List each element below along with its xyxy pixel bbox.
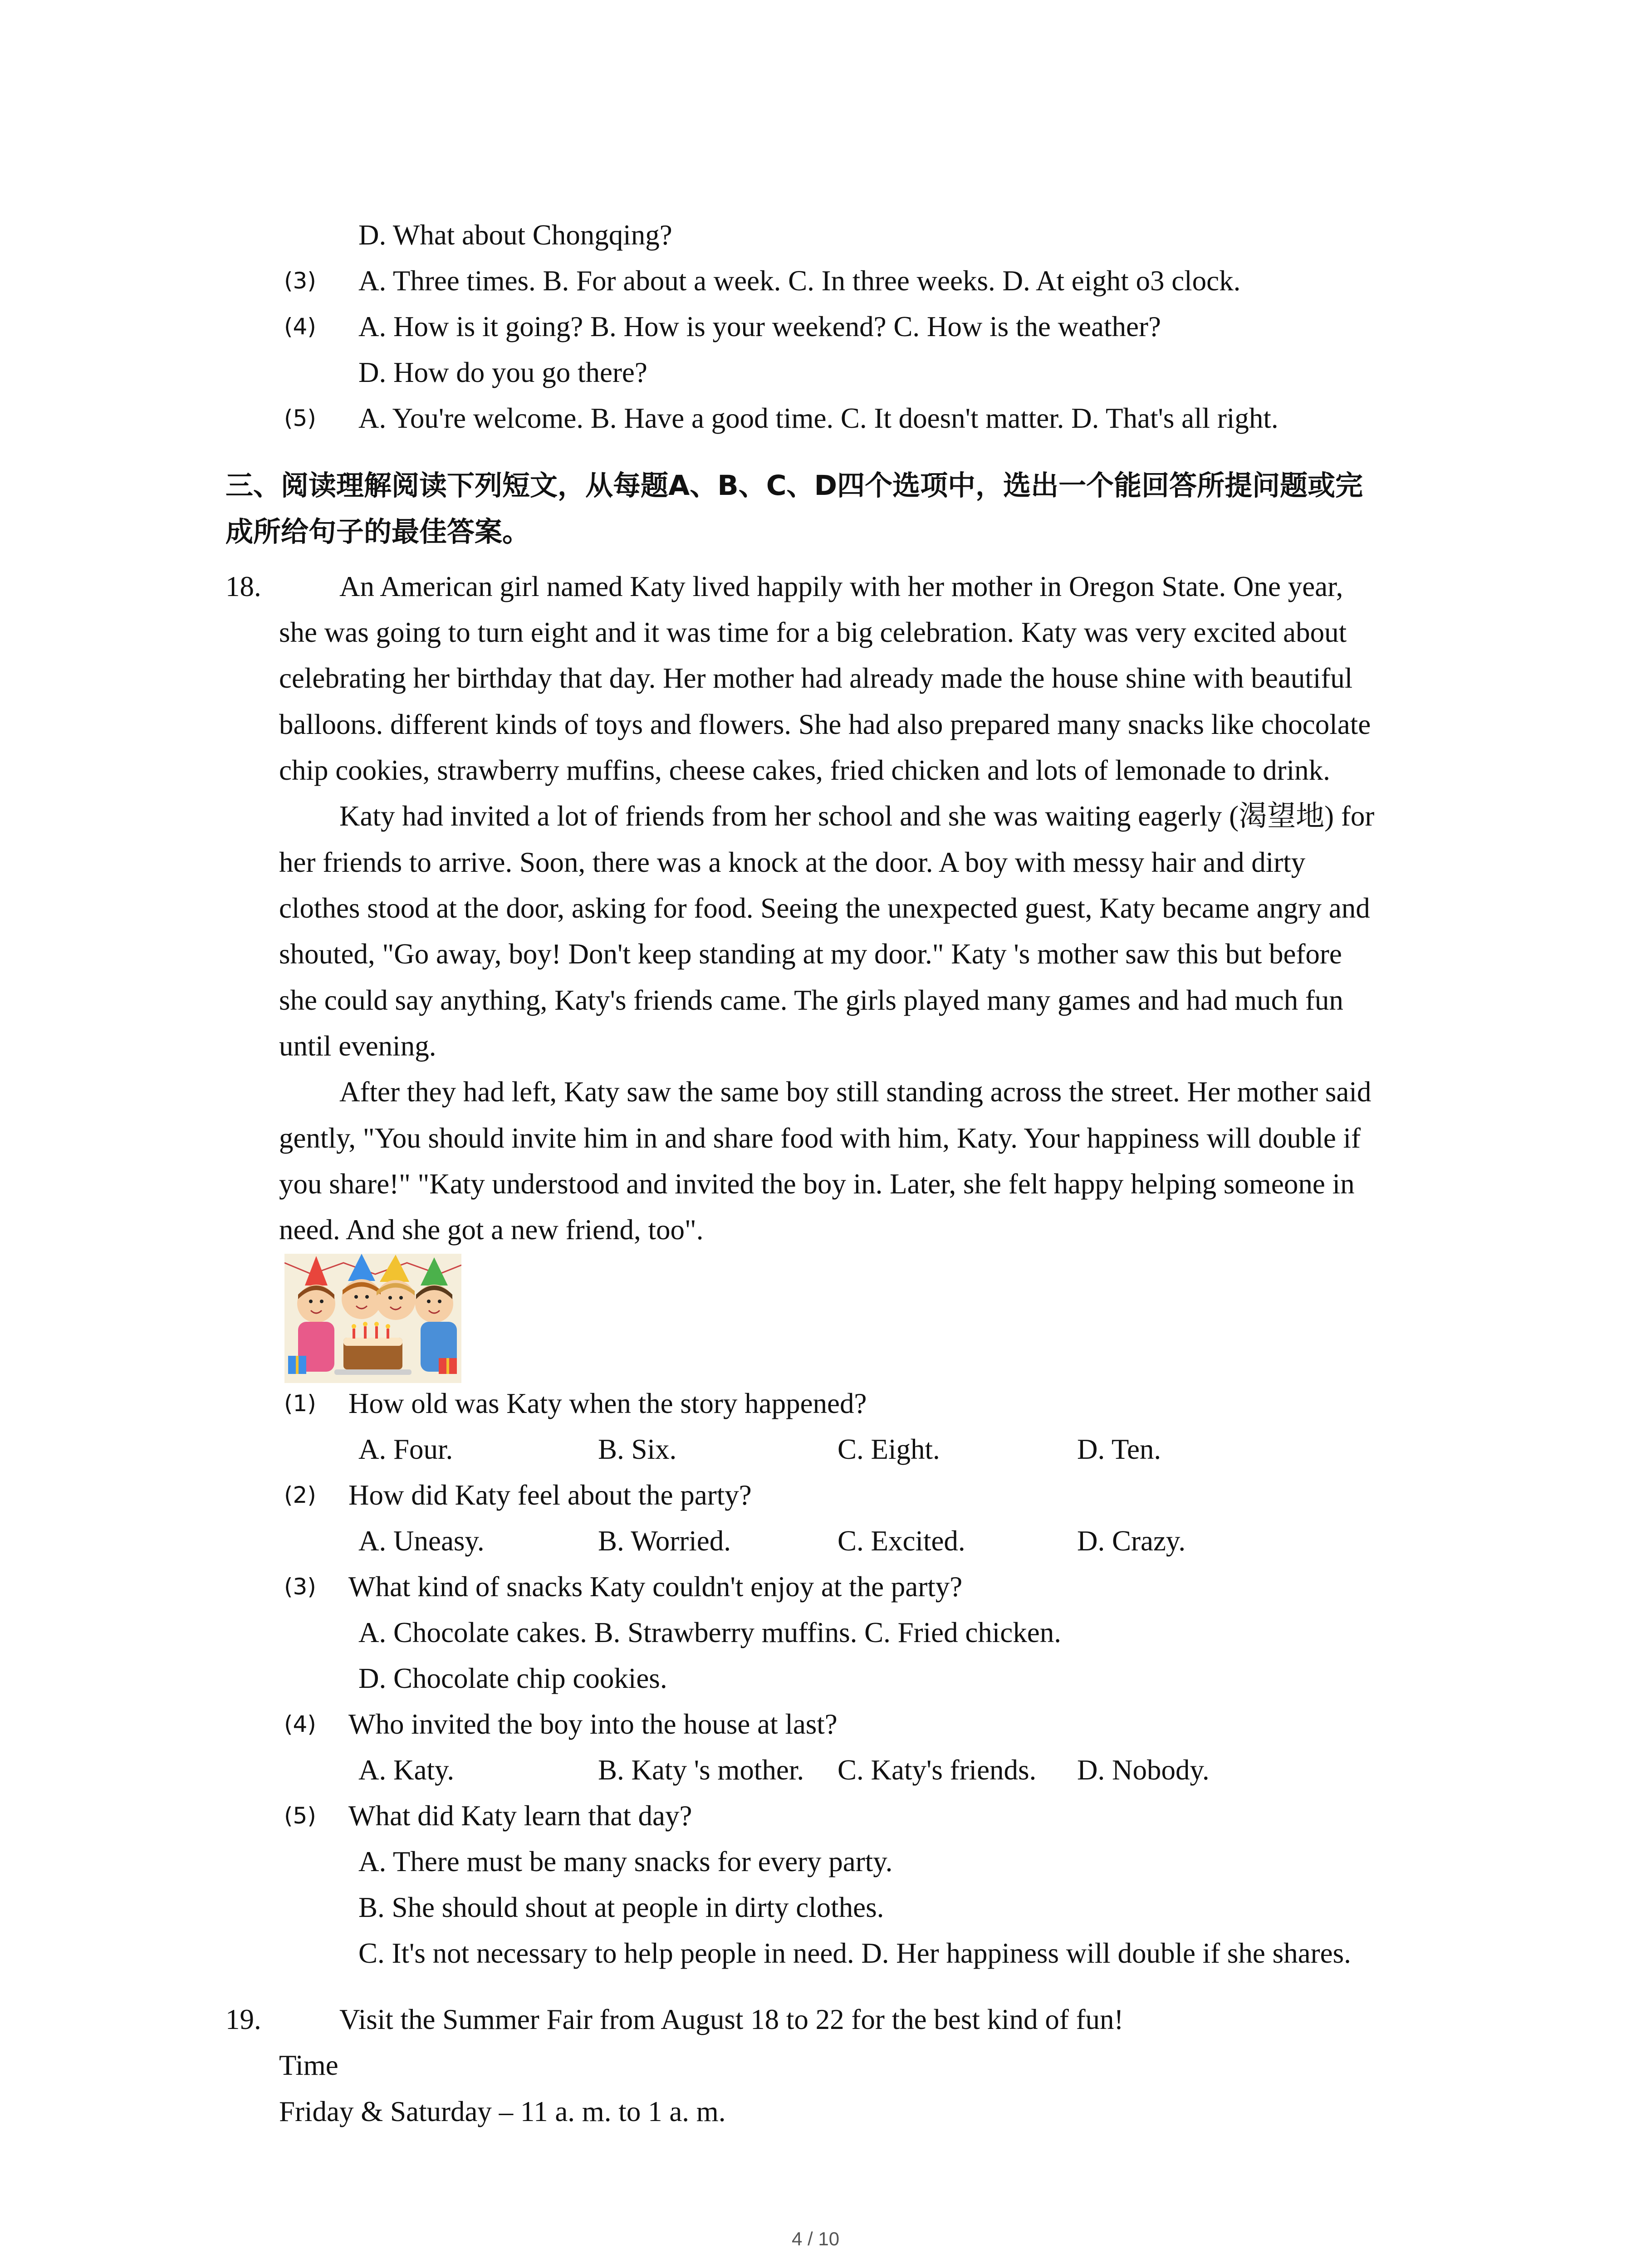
- option-a: A. Uneasy.: [358, 1525, 485, 1557]
- option-c: C. Katy's friends.: [838, 1754, 1037, 1786]
- passage-line: until evening.: [279, 1030, 436, 1062]
- passage-line: shouted, "Go away, boy! Don't keep standing at my door." Katy 's mother saw this but before: [279, 938, 1342, 970]
- section-heading: 成所给句子的最佳答案。: [225, 516, 530, 548]
- option-a: A. Four.: [358, 1433, 453, 1465]
- question-number: (5): [284, 405, 316, 431]
- options-line: A. You're welcome. B. Have a good time. C. It doesn't matter. D. That's all right.: [358, 402, 1279, 434]
- question-19-number: 19.: [225, 2004, 261, 2035]
- option-b: B. Katy 's mother.: [598, 1754, 804, 1786]
- option-d: D. Nobody.: [1077, 1754, 1210, 1786]
- passage-line: she was going to turn eight and it was time for a big celebration. Katy was very excited about: [279, 616, 1347, 648]
- time-label: Time: [279, 2049, 338, 2081]
- passage-line: she could say anything, Katy's friends came. The girls played many games and had much fun: [279, 984, 1343, 1016]
- options-line: D. How do you go there?: [358, 357, 647, 388]
- passage-line: After they had left, Katy saw the same boy still standing across the street. Her mother said: [339, 1076, 1372, 1108]
- question-number: (3): [284, 1574, 316, 1600]
- option-d: D. Crazy.: [1077, 1525, 1186, 1557]
- passage-line: celebrating her birthday that day. Her mother had already made the house shine with beautiful: [279, 662, 1353, 694]
- option-c: C. Eight.: [838, 1433, 940, 1465]
- option-b: B. Worried.: [598, 1525, 731, 1557]
- question-text: How old was Katy when the story happened?: [348, 1388, 867, 1419]
- question-text: How did Katy feel about the party?: [348, 1479, 752, 1511]
- question-text: What did Katy learn that day?: [348, 1800, 692, 1832]
- passage-line: need. And she got a new friend, too".: [279, 1214, 704, 1246]
- page-number: 4 / 10: [792, 2228, 840, 2249]
- question-text: What kind of snacks Katy couldn't enjoy at the party?: [348, 1571, 963, 1603]
- passage-line: chip cookies, strawberry muffins, cheese cakes, fried chicken and lots of lemonade to drink.: [279, 754, 1330, 786]
- question-number: (3): [284, 268, 316, 294]
- options-line: A. Chocolate cakes. B. Strawberry muffins. C. Fried chicken.: [358, 1617, 1061, 1648]
- options-line: A. There must be many snacks for every party.: [358, 1846, 893, 1877]
- time-line: Friday & Saturday – 11 a. m. to 1 a. m.: [279, 2096, 726, 2127]
- option-b: B. Six.: [598, 1433, 677, 1465]
- options-line: A. How is it going? B. How is your weekend? C. How is the weather?: [358, 311, 1161, 342]
- question-number: (2): [284, 1482, 316, 1508]
- question-number: (5): [284, 1803, 316, 1829]
- option-d: D. Ten.: [1077, 1433, 1161, 1465]
- question-text: Who invited the boy into the house at last?: [348, 1708, 838, 1740]
- passage-line: Katy had invited a lot of friends from her school and she was waiting eagerly (渴望地) for: [339, 800, 1375, 832]
- passage-line: An American girl named Katy lived happily with her mother in Oregon State. One year,: [339, 571, 1343, 602]
- question-18-number: 18.: [225, 571, 261, 602]
- question-19-title: Visit the Summer Fair from August 18 to 22 for the best kind of fun!: [339, 2004, 1124, 2035]
- passage-line: balloons. different kinds of toys and flowers. She had also prepared many snacks like chocolate: [279, 709, 1371, 740]
- passage-line: you share!" "Katy understood and invited the boy in. Later, she felt happy helping someone in: [279, 1168, 1355, 1200]
- q2-option-d: D. What about Chongqing?: [358, 219, 672, 251]
- section-heading: 三、阅读理解阅读下列短文，从每题A、B、C、D四个选项中，选出一个能回答所提问题或完: [225, 469, 1363, 502]
- passage-line: her friends to arrive. Soon, there was a knock at the door. A boy with messy hair and dirty: [279, 846, 1306, 878]
- passage-line: gently, "You should invite him in and share food with him, Katy. Your happiness will double if: [279, 1122, 1361, 1154]
- question-number: (4): [284, 1711, 316, 1737]
- options-line: C. It's not necessary to help people in need. D. Her happiness will double if she shares.: [358, 1937, 1351, 1969]
- options-line: D. Chocolate chip cookies.: [358, 1662, 667, 1694]
- options-line: A. Three times. B. For about a week. C. In three weeks. D. At eight o3 clock.: [358, 265, 1241, 297]
- passage-line: clothes stood at the door, asking for food. Seeing the unexpected guest, Katy became angry and: [279, 892, 1370, 924]
- birthday-party-image: [284, 1254, 461, 1383]
- option-a: A. Katy.: [358, 1754, 455, 1786]
- question-number: (4): [284, 313, 316, 340]
- option-c: C. Excited.: [838, 1525, 965, 1557]
- question-number: (1): [284, 1390, 316, 1417]
- options-line: B. She should shout at people in dirty clothes.: [358, 1892, 884, 1923]
